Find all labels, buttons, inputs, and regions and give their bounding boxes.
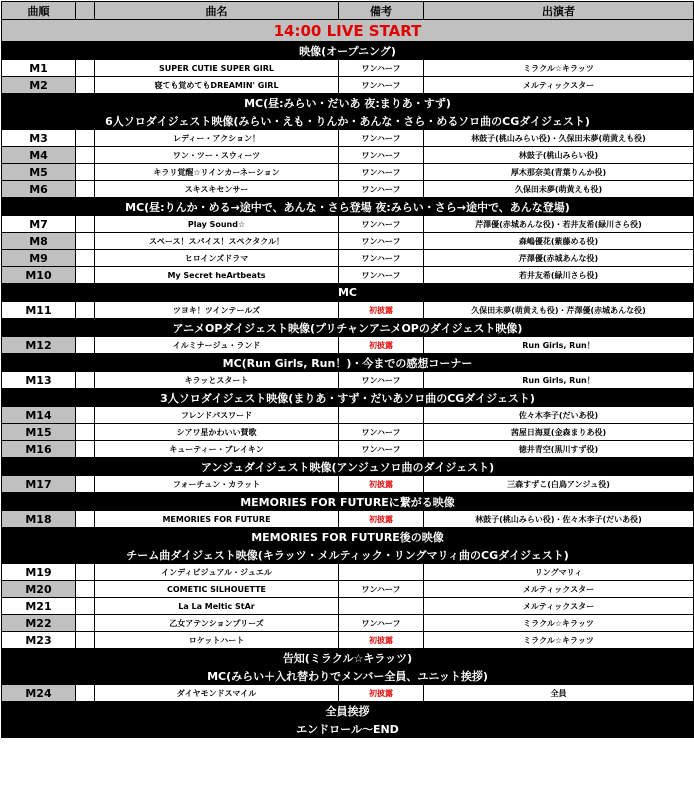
header-performer: 出演者 bbox=[424, 2, 694, 20]
song-number: M2 bbox=[2, 77, 76, 94]
section-banner bbox=[2, 284, 694, 302]
section-banner-text: 6人ソロダイジェスト映像(みらい・えも・りんか・あんな・さら・めるソロ曲のCGダイジェスト) bbox=[2, 112, 694, 130]
song-title: MEMORIES FOR FUTURE bbox=[95, 511, 339, 528]
song-performer: Run Girls, Run！ bbox=[424, 337, 694, 354]
song-row bbox=[2, 267, 694, 284]
song-performer: 若井友希(緑川さら役) bbox=[424, 267, 694, 284]
section-banner-text: MC(Run Girls, Run！)・今までの感想コーナー bbox=[2, 354, 694, 372]
song-note bbox=[339, 564, 424, 581]
song-performer: 三森すずこ(白鳥アンジュ役) bbox=[424, 476, 694, 493]
song-performer: ミラクル☆キラッツ bbox=[424, 60, 694, 77]
song-performer: 佐々木李子(だいあ役) bbox=[424, 407, 694, 424]
song-row bbox=[2, 181, 694, 198]
song-blank bbox=[76, 424, 95, 441]
song-title: La La Meltic StAr bbox=[95, 598, 339, 615]
song-blank bbox=[76, 407, 95, 424]
song-title: ワン・ツー・スウィーツ bbox=[95, 147, 339, 164]
song-title: 乙女アテンションプリーズ bbox=[95, 615, 339, 632]
song-title: レディー・アクション！ bbox=[95, 130, 339, 147]
song-row bbox=[2, 60, 694, 77]
section-banner bbox=[2, 493, 694, 511]
song-row bbox=[2, 615, 694, 632]
song-blank bbox=[76, 60, 95, 77]
song-blank bbox=[76, 632, 95, 649]
section-banner bbox=[2, 702, 694, 720]
song-row bbox=[2, 685, 694, 702]
section-banner-text: MC bbox=[2, 284, 694, 302]
song-row bbox=[2, 424, 694, 441]
song-row bbox=[2, 164, 694, 181]
section-banner bbox=[2, 354, 694, 372]
song-row bbox=[2, 250, 694, 267]
section-banner bbox=[2, 528, 694, 546]
song-number: M24 bbox=[2, 685, 76, 702]
song-note: ワンハーフ bbox=[339, 181, 424, 198]
song-note bbox=[339, 407, 424, 424]
song-blank bbox=[76, 130, 95, 147]
section-banner bbox=[2, 112, 694, 130]
song-title: インディビジュアル・ジュエル bbox=[95, 564, 339, 581]
song-blank bbox=[76, 164, 95, 181]
song-performer: ミラクル☆キラッツ bbox=[424, 615, 694, 632]
song-note: ワンハーフ bbox=[339, 250, 424, 267]
song-performer: 林鼓子(桃山みらい役) bbox=[424, 147, 694, 164]
section-banner-text: アニメOPダイジェスト映像(プリチャンアニメOPのダイジェスト映像) bbox=[2, 319, 694, 337]
section-banner-text: 全員挨拶 bbox=[2, 702, 694, 720]
song-note: ワンハーフ bbox=[339, 164, 424, 181]
song-number: M8 bbox=[2, 233, 76, 250]
setlist-sheet bbox=[1, 1, 693, 738]
setlist-table bbox=[1, 1, 694, 738]
section-banner bbox=[2, 667, 694, 685]
song-row bbox=[2, 147, 694, 164]
song-note: 初披露 bbox=[339, 685, 424, 702]
song-number: M5 bbox=[2, 164, 76, 181]
song-title: Play Sound☆ bbox=[95, 216, 339, 233]
song-performer: 林鼓子(桃山みらい役)・佐々木李子(だいあ役) bbox=[424, 511, 694, 528]
song-blank bbox=[76, 564, 95, 581]
song-row bbox=[2, 130, 694, 147]
section-banner-text: アンジュダイジェスト映像(アンジュソロ曲のダイジェスト) bbox=[2, 458, 694, 476]
song-note: ワンハーフ bbox=[339, 441, 424, 458]
song-blank bbox=[76, 476, 95, 493]
section-banner-text: エンドロール～END bbox=[2, 720, 694, 738]
song-blank bbox=[76, 181, 95, 198]
song-blank bbox=[76, 267, 95, 284]
song-performer: リングマリィ bbox=[424, 564, 694, 581]
section-banner-text: MEMORIES FOR FUTUREに繋がる映像 bbox=[2, 493, 694, 511]
song-number: M3 bbox=[2, 130, 76, 147]
song-number: M18 bbox=[2, 511, 76, 528]
song-title: COMETIC SILHOUETTE bbox=[95, 581, 339, 598]
song-note: ワンハーフ bbox=[339, 615, 424, 632]
song-note: ワンハーフ bbox=[339, 233, 424, 250]
header-num: 曲順 bbox=[2, 2, 76, 20]
song-row bbox=[2, 407, 694, 424]
song-blank bbox=[76, 216, 95, 233]
section-banner bbox=[2, 42, 694, 60]
song-blank bbox=[76, 372, 95, 389]
section-banner-text: MC(みらい＋入れ替わりでメンバー全員、ユニット挨拶) bbox=[2, 667, 694, 685]
song-note: ワンハーフ bbox=[339, 581, 424, 598]
song-number: M7 bbox=[2, 216, 76, 233]
section-banner bbox=[2, 458, 694, 476]
song-performer: 徳井青空(黒川すず役) bbox=[424, 441, 694, 458]
song-note: 初披露 bbox=[339, 337, 424, 354]
song-row bbox=[2, 233, 694, 250]
song-blank bbox=[76, 615, 95, 632]
song-number: M15 bbox=[2, 424, 76, 441]
song-title: スペース！スパイス！スペクタクル！ bbox=[95, 233, 339, 250]
header-row bbox=[2, 2, 694, 20]
song-performer: ミラクル☆キラッツ bbox=[424, 632, 694, 649]
song-performer: メルティックスター bbox=[424, 598, 694, 615]
song-note: ワンハーフ bbox=[339, 424, 424, 441]
song-performer: 林鼓子(桃山みらい役)・久保田未夢(萌黄えも役) bbox=[424, 130, 694, 147]
song-blank bbox=[76, 337, 95, 354]
song-row bbox=[2, 632, 694, 649]
song-number: M14 bbox=[2, 407, 76, 424]
song-performer: 芹澤優(赤城あんな役) bbox=[424, 250, 694, 267]
song-blank bbox=[76, 250, 95, 267]
song-note: ワンハーフ bbox=[339, 147, 424, 164]
song-blank bbox=[76, 441, 95, 458]
song-performer: 芹澤優(赤城あんな役)・若井友希(緑川さら役) bbox=[424, 216, 694, 233]
song-note: ワンハーフ bbox=[339, 372, 424, 389]
song-note: 初披露 bbox=[339, 632, 424, 649]
song-row bbox=[2, 372, 694, 389]
live-start-label: 14:00 LIVE START bbox=[2, 20, 694, 42]
song-title: キューティー・ブレイキン bbox=[95, 441, 339, 458]
song-note: ワンハーフ bbox=[339, 130, 424, 147]
song-title: イルミナージュ・ランド bbox=[95, 337, 339, 354]
section-banner bbox=[2, 198, 694, 216]
song-blank bbox=[76, 598, 95, 615]
section-banner-text: チーム曲ダイジェスト映像(キラッツ・メルティック・リングマリィ曲のCGダイジェスト) bbox=[2, 546, 694, 564]
section-banner-text: 3人ソロダイジェスト映像(まりあ・すず・だいあソロ曲のCGダイジェスト) bbox=[2, 389, 694, 407]
song-note: 初披露 bbox=[339, 302, 424, 319]
song-title: 寝ても覚めてもDREAMIN' GIRL bbox=[95, 77, 339, 94]
song-blank bbox=[76, 233, 95, 250]
song-title: フレンドパスワード bbox=[95, 407, 339, 424]
song-number: M9 bbox=[2, 250, 76, 267]
song-performer: 厚木那奈美(青葉りんか役) bbox=[424, 164, 694, 181]
song-blank bbox=[76, 77, 95, 94]
song-number: M20 bbox=[2, 581, 76, 598]
song-note bbox=[339, 598, 424, 615]
song-performer: 茜屋日海夏(金森まりあ役) bbox=[424, 424, 694, 441]
song-number: M1 bbox=[2, 60, 76, 77]
song-title: キラリ覚醒☆リインカーネーション bbox=[95, 164, 339, 181]
section-banner bbox=[2, 94, 694, 112]
section-banner-text: MC(昼:みらい・だいあ 夜:まりあ・すず) bbox=[2, 94, 694, 112]
section-banner bbox=[2, 546, 694, 564]
song-row bbox=[2, 216, 694, 233]
song-number: M4 bbox=[2, 147, 76, 164]
song-number: M16 bbox=[2, 441, 76, 458]
song-number: M6 bbox=[2, 181, 76, 198]
song-performer: Run Girls, Run！ bbox=[424, 372, 694, 389]
song-number: M12 bbox=[2, 337, 76, 354]
song-number: M21 bbox=[2, 598, 76, 615]
song-row bbox=[2, 337, 694, 354]
song-row bbox=[2, 564, 694, 581]
song-note: 初披露 bbox=[339, 511, 424, 528]
song-performer: メルティックスター bbox=[424, 581, 694, 598]
song-title: キラッとスタート bbox=[95, 372, 339, 389]
section-banner bbox=[2, 389, 694, 407]
song-note: ワンハーフ bbox=[339, 60, 424, 77]
song-blank bbox=[76, 147, 95, 164]
section-banner-text: 映像(オープニング) bbox=[2, 42, 694, 60]
song-number: M13 bbox=[2, 372, 76, 389]
song-blank bbox=[76, 685, 95, 702]
song-title: ヒロインズドラマ bbox=[95, 250, 339, 267]
song-row bbox=[2, 77, 694, 94]
song-row bbox=[2, 441, 694, 458]
live-start-row bbox=[2, 20, 694, 42]
song-number: M10 bbox=[2, 267, 76, 284]
header-note: 備考 bbox=[339, 2, 424, 20]
song-title: ダイヤモンドスマイル bbox=[95, 685, 339, 702]
song-title: ロケットハート bbox=[95, 632, 339, 649]
song-number: M22 bbox=[2, 615, 76, 632]
song-performer: 全員 bbox=[424, 685, 694, 702]
song-row bbox=[2, 581, 694, 598]
song-row bbox=[2, 302, 694, 319]
song-blank bbox=[76, 511, 95, 528]
section-banner bbox=[2, 649, 694, 667]
song-row bbox=[2, 511, 694, 528]
song-title: フォーチュン・カラット bbox=[95, 476, 339, 493]
song-performer: メルティックスター bbox=[424, 77, 694, 94]
song-performer: 久保田未夢(萌黄えも役) bbox=[424, 181, 694, 198]
song-number: M17 bbox=[2, 476, 76, 493]
song-number: M11 bbox=[2, 302, 76, 319]
song-blank bbox=[76, 581, 95, 598]
header-blank bbox=[76, 2, 95, 20]
section-banner-text: MEMORIES FOR FUTURE後の映像 bbox=[2, 528, 694, 546]
song-performer: 久保田未夢(萌黄えも役)・芹澤優(赤城あんな役) bbox=[424, 302, 694, 319]
section-banner bbox=[2, 720, 694, 738]
section-banner-text: MC(昼:りんか・める→途中で、あんな・さら登場 夜:みらい・さら→途中で、あんな登場) bbox=[2, 198, 694, 216]
song-note: ワンハーフ bbox=[339, 77, 424, 94]
song-title: My Secret heArtbeats bbox=[95, 267, 339, 284]
song-title: SUPER CUTIE SUPER GIRL bbox=[95, 60, 339, 77]
header-title: 曲名 bbox=[95, 2, 339, 20]
song-note: 初披露 bbox=[339, 476, 424, 493]
song-title: スキスキセンサー bbox=[95, 181, 339, 198]
section-banner bbox=[2, 319, 694, 337]
song-performer: 森嶋優花(紫藤める役) bbox=[424, 233, 694, 250]
song-title: ツヨキ！ツインテールズ bbox=[95, 302, 339, 319]
song-number: M23 bbox=[2, 632, 76, 649]
song-blank bbox=[76, 302, 95, 319]
song-number: M19 bbox=[2, 564, 76, 581]
song-note: ワンハーフ bbox=[339, 216, 424, 233]
section-banner-text: 告知(ミラクル☆キラッツ) bbox=[2, 649, 694, 667]
song-title: シアワ星かわいい賛歌 bbox=[95, 424, 339, 441]
song-note: ワンハーフ bbox=[339, 267, 424, 284]
song-row bbox=[2, 598, 694, 615]
song-row bbox=[2, 476, 694, 493]
